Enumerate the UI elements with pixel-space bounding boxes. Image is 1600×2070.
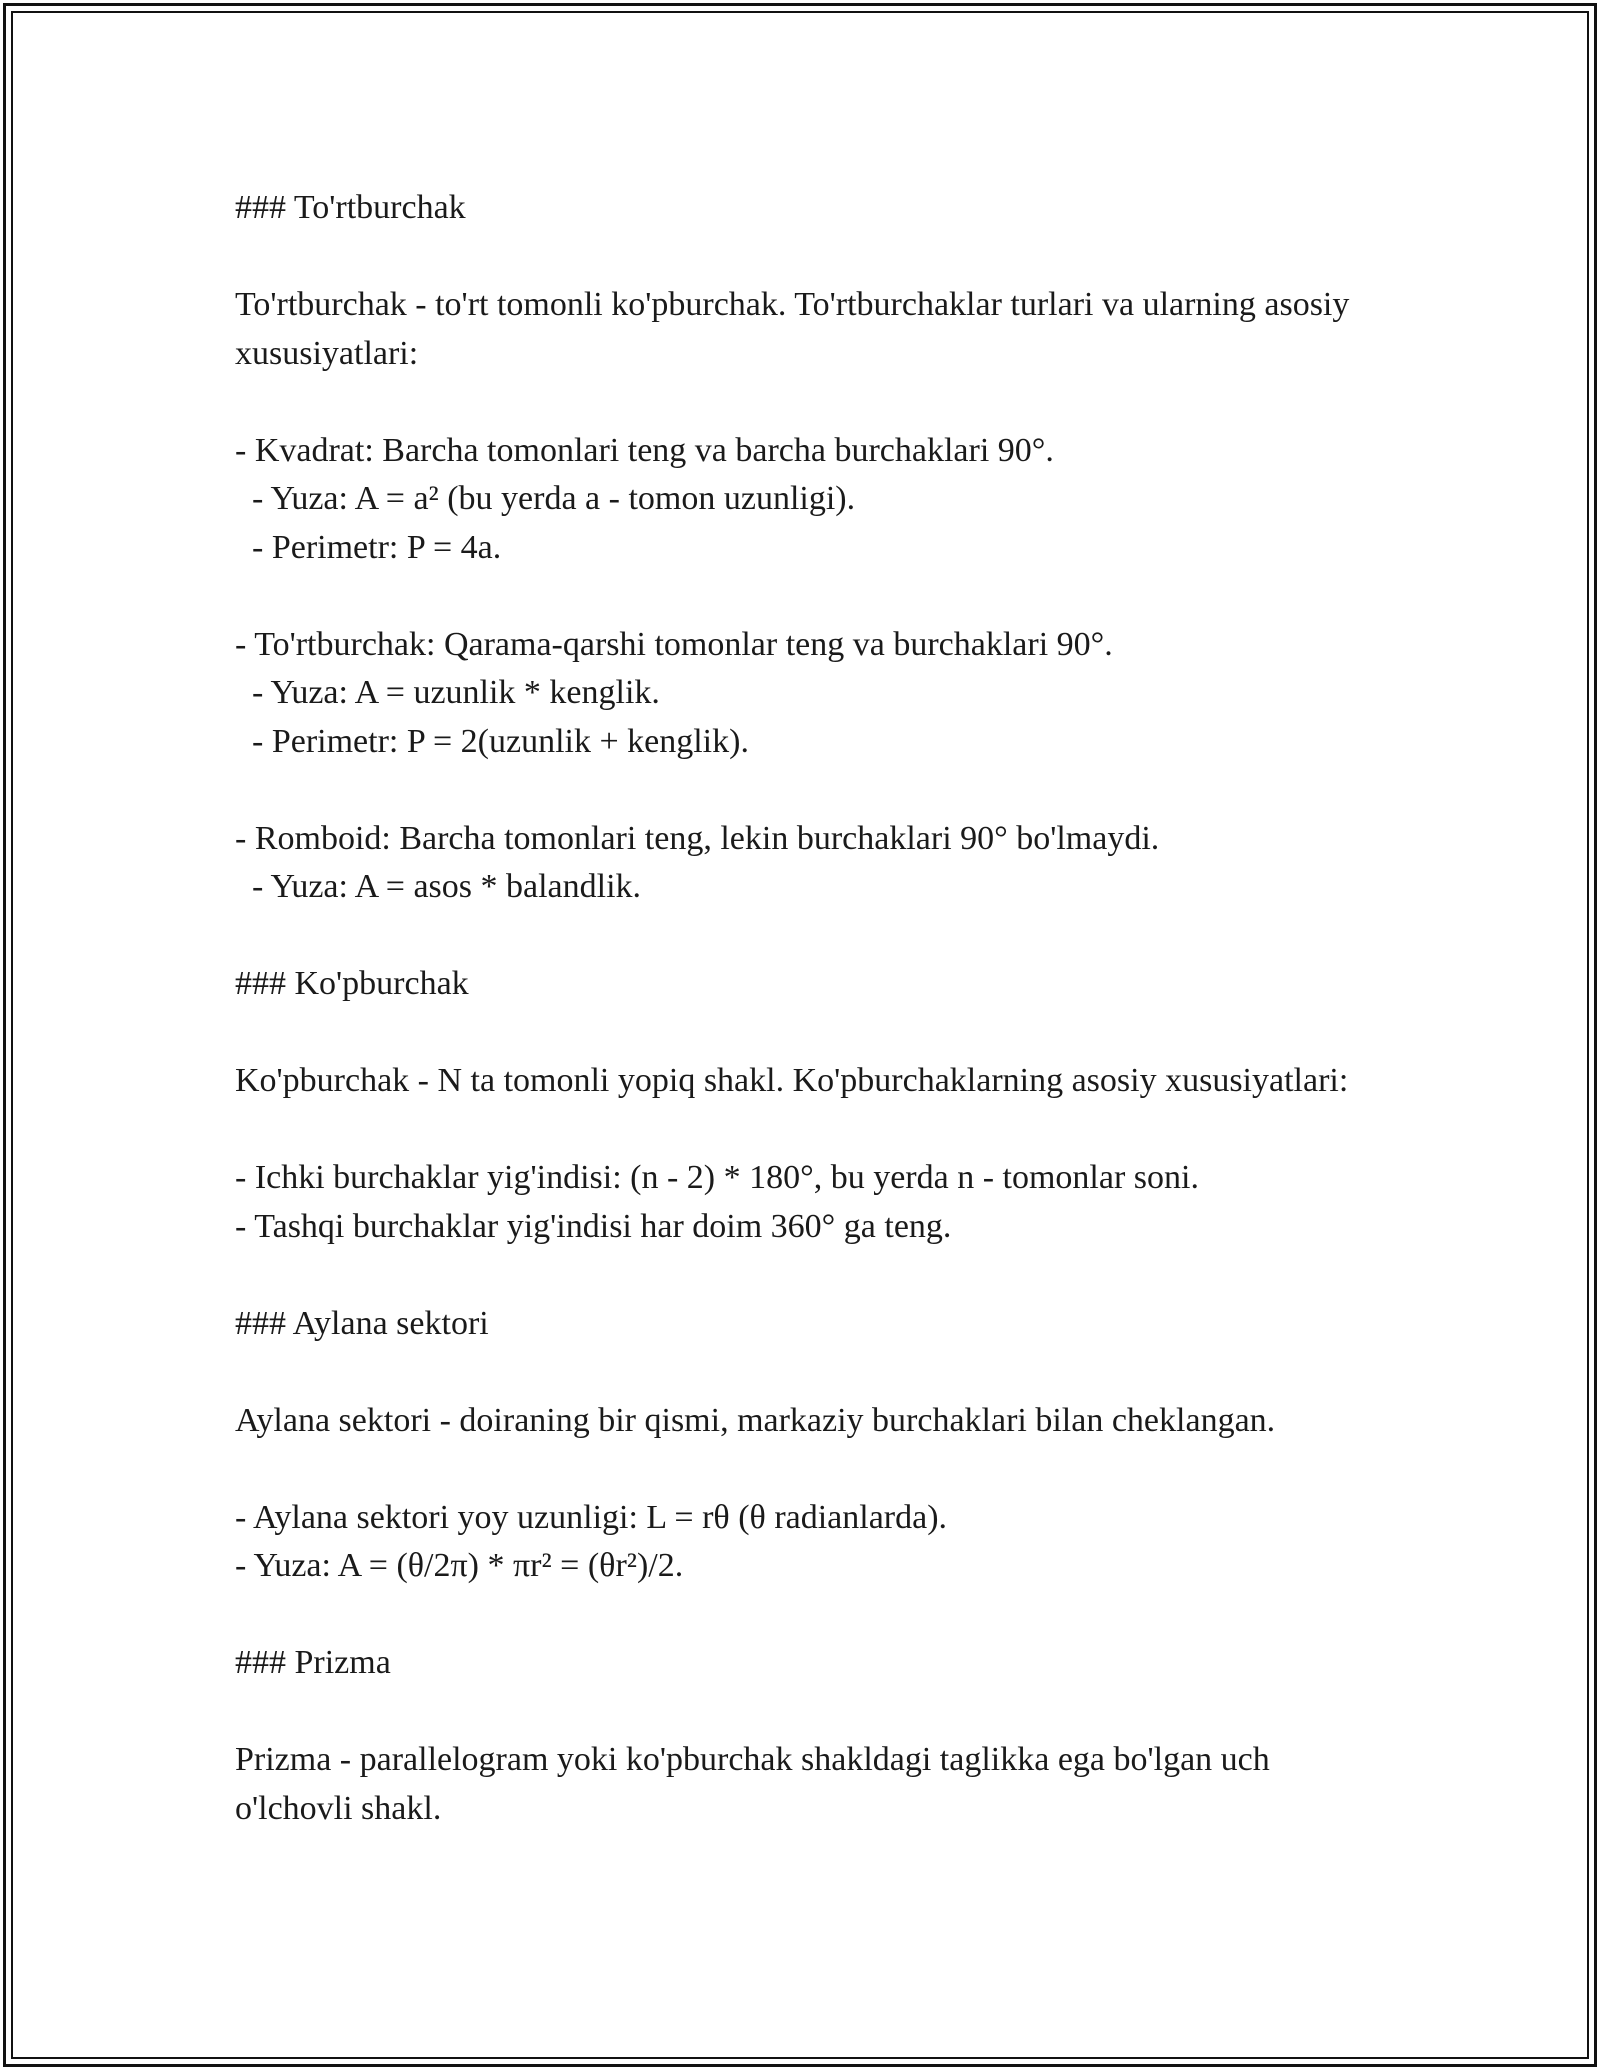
spacer: [235, 572, 1385, 621]
list-subitem: - Yuza: A = uzunlik * kenglik.: [235, 674, 660, 711]
spacer: [235, 1688, 1385, 1737]
spacer: [235, 912, 1385, 961]
spacer: [235, 1591, 1385, 1640]
list-subitem: - Yuza: A = asos * balandlik.: [235, 868, 642, 905]
section-intro: Aylana sektori - doiraning bir qismi, markaziy burchaklari bilan cheklangan.: [235, 1401, 1276, 1439]
spacer: [235, 1106, 1385, 1155]
list-item: - Aylana sektori yoy uzunligi: L = rθ (θ radianlarda).: [235, 1498, 948, 1536]
spacer: [235, 233, 1385, 282]
spacer: [235, 1445, 1385, 1494]
section-heading: ### Ko'pburchak: [235, 965, 469, 1002]
list-item: - Ichki burchaklar yig'indisi: (n - 2) * 180°, bu yerda n - tomonlar soni.: [235, 1159, 1199, 1196]
document-body: [235, 184, 1385, 1833]
list-subitem: - Perimetr: P = 2(uzunlik + kenglik).: [235, 722, 749, 760]
spacer: [235, 1348, 1385, 1397]
spacer: [235, 1009, 1385, 1058]
list-item: - Tashqi burchaklar yig'indisi har doim 360° ga teng.: [235, 1207, 952, 1245]
section-heading: ### Aylana sektori: [235, 1304, 489, 1342]
section-intro: Prizma - parallelogram yoki ko'pburchak shakldagi taglikka ega bo'lgan uch o'lchovli shakl.: [235, 1741, 1270, 1827]
spacer: [235, 1251, 1385, 1300]
spacer: [235, 378, 1385, 427]
list-item: - Kvadrat: Barcha tomonlari teng va barcha burchaklari 90°.: [235, 431, 1054, 469]
list-item: - To'rtburchak: Qarama-qarshi tomonlar teng va burchaklari 90°.: [235, 625, 1113, 663]
list-subitem: - Yuza: A = a² (bu yerda a - tomon uzunligi).: [235, 480, 856, 517]
section-heading: ### To'rtburchak: [235, 189, 466, 226]
section-intro: To'rtburchak - to'rt tomonli ko'pburchak. To'rtburchaklar turlari va ularning asosiy xususiyatlari:: [235, 286, 1350, 372]
section-intro: Ko'pburchak - N ta tomonli yopiq shakl. Ko'pburchaklarning asosiy xususiyatlari:: [235, 1062, 1349, 1099]
list-item: - Romboid: Barcha tomonlari teng, lekin burchaklari 90° bo'lmaydi.: [235, 819, 1160, 857]
list-subitem: - Perimetr: P = 4a.: [235, 528, 502, 566]
list-item: - Yuza: A = (θ/2π) * πr² = (θr²)/2.: [235, 1547, 684, 1584]
section-heading: ### Prizma: [235, 1644, 391, 1681]
spacer: [235, 766, 1385, 815]
